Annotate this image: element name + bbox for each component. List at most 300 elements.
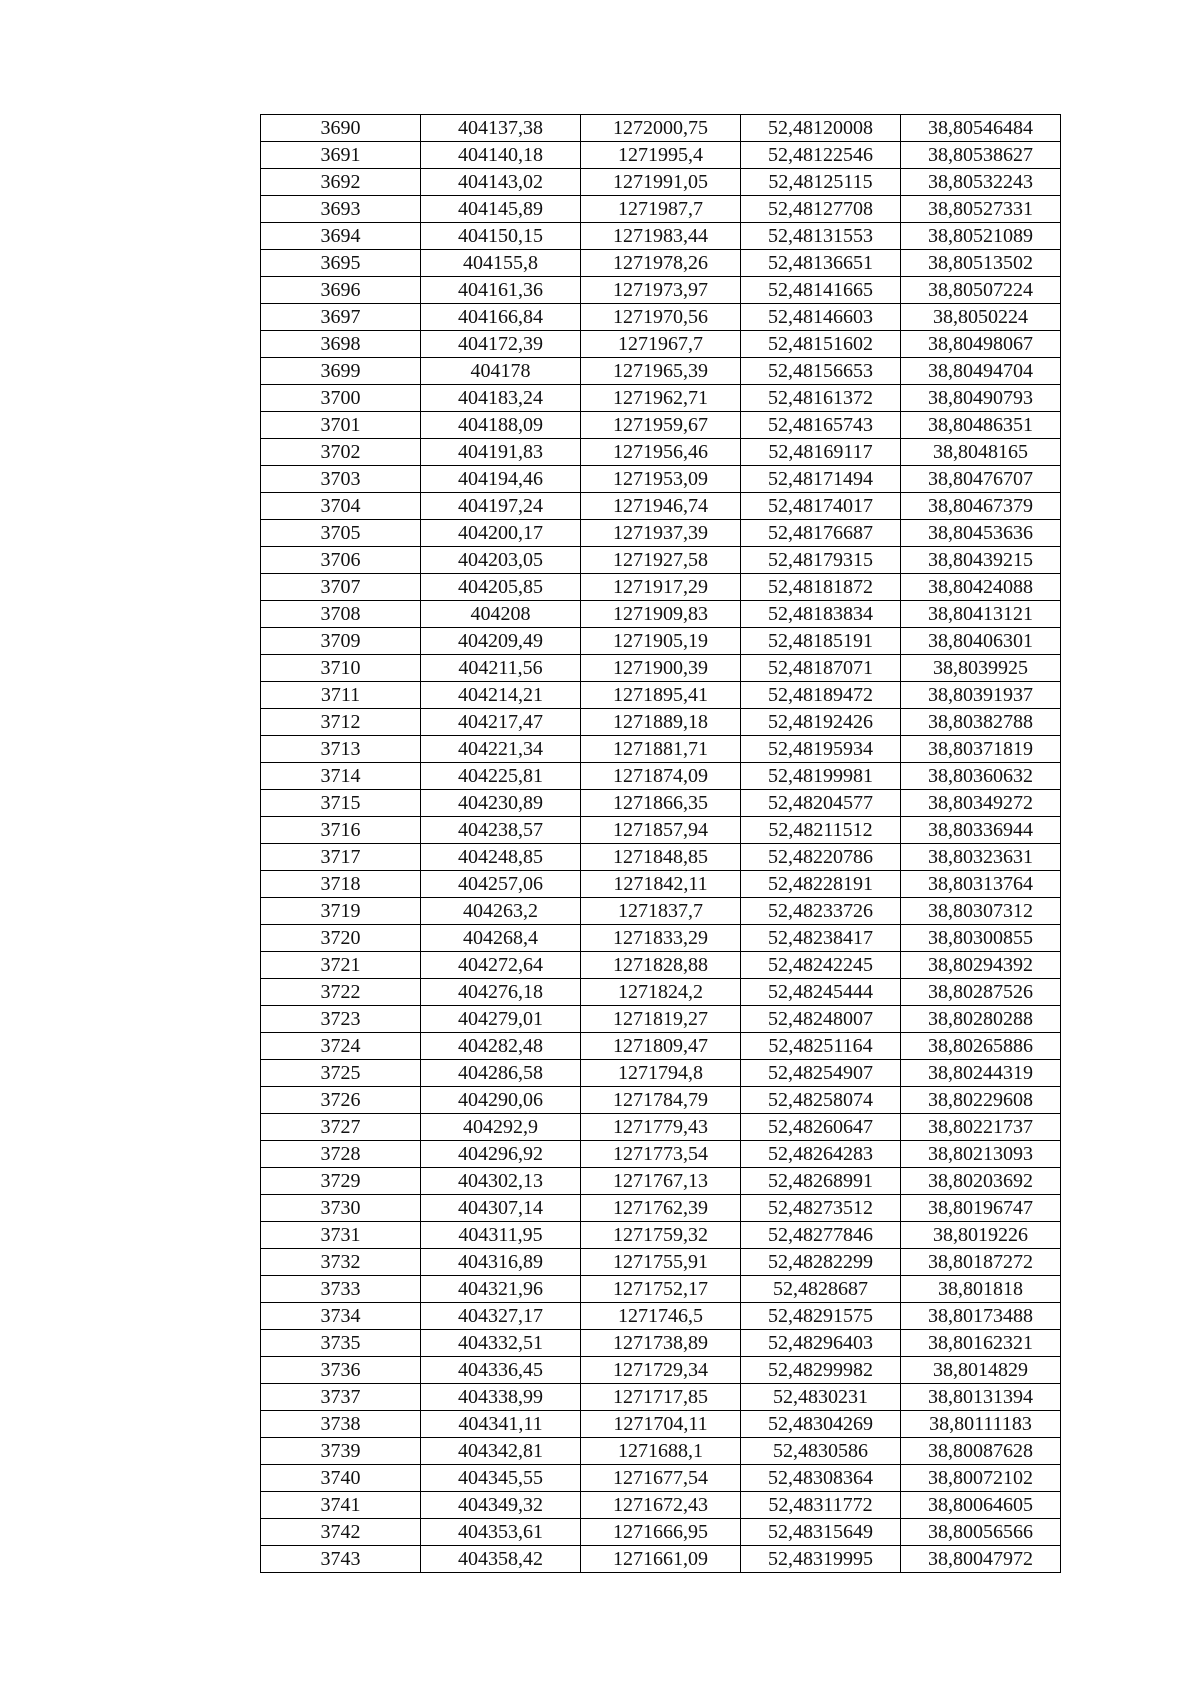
y-coordinate-cell: 1271909,83	[581, 601, 741, 628]
y-coordinate-cell: 1271717,85	[581, 1384, 741, 1411]
point-number-cell: 3698	[261, 331, 421, 358]
y-coordinate-cell: 1271828,88	[581, 952, 741, 979]
longitude-cell: 38,80313764	[901, 871, 1061, 898]
x-coordinate-cell: 404188,09	[421, 412, 581, 439]
point-number-cell: 3699	[261, 358, 421, 385]
x-coordinate-cell: 404221,34	[421, 736, 581, 763]
point-number-cell: 3700	[261, 385, 421, 412]
longitude-cell: 38,801818	[901, 1276, 1061, 1303]
point-number-cell: 3729	[261, 1168, 421, 1195]
y-coordinate-cell: 1271688,1	[581, 1438, 741, 1465]
x-coordinate-cell: 404341,11	[421, 1411, 581, 1438]
y-coordinate-cell: 1271738,89	[581, 1330, 741, 1357]
table-row	[261, 898, 1061, 925]
point-number-cell: 3720	[261, 925, 421, 952]
x-coordinate-cell: 404286,58	[421, 1060, 581, 1087]
table-row	[261, 115, 1061, 142]
y-coordinate-cell: 1271995,4	[581, 142, 741, 169]
x-coordinate-cell: 404145,89	[421, 196, 581, 223]
x-coordinate-cell: 404358,42	[421, 1546, 581, 1573]
latitude-cell: 52,4830231	[741, 1384, 901, 1411]
point-number-cell: 3739	[261, 1438, 421, 1465]
x-coordinate-cell: 404230,89	[421, 790, 581, 817]
x-coordinate-cell: 404209,49	[421, 628, 581, 655]
table-row	[261, 1033, 1061, 1060]
x-coordinate-cell: 404208	[421, 601, 581, 628]
point-number-cell: 3740	[261, 1465, 421, 1492]
y-coordinate-cell: 1271917,29	[581, 574, 741, 601]
y-coordinate-cell: 1271672,43	[581, 1492, 741, 1519]
table-row	[261, 790, 1061, 817]
y-coordinate-cell: 1271889,18	[581, 709, 741, 736]
y-coordinate-cell: 1271983,44	[581, 223, 741, 250]
table-row	[261, 682, 1061, 709]
latitude-cell: 52,48238417	[741, 925, 901, 952]
longitude-cell: 38,80494704	[901, 358, 1061, 385]
latitude-cell: 52,48183834	[741, 601, 901, 628]
longitude-cell: 38,80047972	[901, 1546, 1061, 1573]
longitude-cell: 38,80221737	[901, 1114, 1061, 1141]
longitude-cell: 38,80532243	[901, 169, 1061, 196]
table-row	[261, 1438, 1061, 1465]
latitude-cell: 52,48125115	[741, 169, 901, 196]
table-row	[261, 1492, 1061, 1519]
table-row	[261, 979, 1061, 1006]
y-coordinate-cell: 1271819,27	[581, 1006, 741, 1033]
table-row	[261, 925, 1061, 952]
y-coordinate-cell: 1271809,47	[581, 1033, 741, 1060]
latitude-cell: 52,48174017	[741, 493, 901, 520]
y-coordinate-cell: 1271677,54	[581, 1465, 741, 1492]
point-number-cell: 3726	[261, 1087, 421, 1114]
longitude-cell: 38,80507224	[901, 277, 1061, 304]
point-number-cell: 3710	[261, 655, 421, 682]
y-coordinate-cell: 1271824,2	[581, 979, 741, 1006]
table-row	[261, 250, 1061, 277]
x-coordinate-cell: 404338,99	[421, 1384, 581, 1411]
longitude-cell: 38,80439215	[901, 547, 1061, 574]
latitude-cell: 52,48131553	[741, 223, 901, 250]
y-coordinate-cell: 1271833,29	[581, 925, 741, 952]
y-coordinate-cell: 1271837,7	[581, 898, 741, 925]
longitude-cell: 38,80546484	[901, 115, 1061, 142]
y-coordinate-cell: 1271991,05	[581, 169, 741, 196]
longitude-cell: 38,80196747	[901, 1195, 1061, 1222]
longitude-cell: 38,80349272	[901, 790, 1061, 817]
point-number-cell: 3711	[261, 682, 421, 709]
coordinates-table	[260, 114, 1061, 1573]
longitude-cell: 38,80391937	[901, 682, 1061, 709]
y-coordinate-cell: 1271956,46	[581, 439, 741, 466]
longitude-cell: 38,80056566	[901, 1519, 1061, 1546]
table-row	[261, 1357, 1061, 1384]
latitude-cell: 52,48151602	[741, 331, 901, 358]
longitude-cell: 38,8019226	[901, 1222, 1061, 1249]
latitude-cell: 52,48233726	[741, 898, 901, 925]
x-coordinate-cell: 404183,24	[421, 385, 581, 412]
point-number-cell: 3730	[261, 1195, 421, 1222]
table-row	[261, 493, 1061, 520]
latitude-cell: 52,48319995	[741, 1546, 901, 1573]
x-coordinate-cell: 404172,39	[421, 331, 581, 358]
point-number-cell: 3692	[261, 169, 421, 196]
latitude-cell: 52,48161372	[741, 385, 901, 412]
y-coordinate-cell: 1271927,58	[581, 547, 741, 574]
latitude-cell: 52,48304269	[741, 1411, 901, 1438]
point-number-cell: 3727	[261, 1114, 421, 1141]
x-coordinate-cell: 404292,9	[421, 1114, 581, 1141]
point-number-cell: 3696	[261, 277, 421, 304]
table-row	[261, 952, 1061, 979]
table-row	[261, 439, 1061, 466]
x-coordinate-cell: 404272,64	[421, 952, 581, 979]
point-number-cell: 3722	[261, 979, 421, 1006]
longitude-cell: 38,80538627	[901, 142, 1061, 169]
point-number-cell: 3725	[261, 1060, 421, 1087]
latitude-cell: 52,48291575	[741, 1303, 901, 1330]
table-row	[261, 520, 1061, 547]
y-coordinate-cell: 1271905,19	[581, 628, 741, 655]
table-row	[261, 1546, 1061, 1573]
point-number-cell: 3718	[261, 871, 421, 898]
x-coordinate-cell: 404349,32	[421, 1492, 581, 1519]
point-number-cell: 3719	[261, 898, 421, 925]
point-number-cell: 3704	[261, 493, 421, 520]
latitude-cell: 52,48242245	[741, 952, 901, 979]
y-coordinate-cell: 1271866,35	[581, 790, 741, 817]
latitude-cell: 52,48181872	[741, 574, 901, 601]
longitude-cell: 38,80111183	[901, 1411, 1061, 1438]
latitude-cell: 52,48199981	[741, 763, 901, 790]
latitude-cell: 52,48120008	[741, 115, 901, 142]
y-coordinate-cell: 1271759,32	[581, 1222, 741, 1249]
y-coordinate-cell: 1271874,09	[581, 763, 741, 790]
point-number-cell: 3690	[261, 115, 421, 142]
longitude-cell: 38,80229608	[901, 1087, 1061, 1114]
latitude-cell: 52,48228191	[741, 871, 901, 898]
longitude-cell: 38,80476707	[901, 466, 1061, 493]
x-coordinate-cell: 404321,96	[421, 1276, 581, 1303]
latitude-cell: 52,48273512	[741, 1195, 901, 1222]
point-number-cell: 3703	[261, 466, 421, 493]
longitude-cell: 38,80280288	[901, 1006, 1061, 1033]
table-row	[261, 574, 1061, 601]
x-coordinate-cell: 404140,18	[421, 142, 581, 169]
latitude-cell: 52,48211512	[741, 817, 901, 844]
coordinates-table-body	[261, 115, 1061, 1573]
point-number-cell: 3737	[261, 1384, 421, 1411]
latitude-cell: 52,48254907	[741, 1060, 901, 1087]
longitude-cell: 38,80294392	[901, 952, 1061, 979]
point-number-cell: 3736	[261, 1357, 421, 1384]
x-coordinate-cell: 404217,47	[421, 709, 581, 736]
point-number-cell: 3708	[261, 601, 421, 628]
x-coordinate-cell: 404197,24	[421, 493, 581, 520]
y-coordinate-cell: 1271755,91	[581, 1249, 741, 1276]
table-row	[261, 1330, 1061, 1357]
point-number-cell: 3723	[261, 1006, 421, 1033]
x-coordinate-cell: 404238,57	[421, 817, 581, 844]
point-number-cell: 3721	[261, 952, 421, 979]
table-row	[261, 871, 1061, 898]
latitude-cell: 52,48185191	[741, 628, 901, 655]
x-coordinate-cell: 404194,46	[421, 466, 581, 493]
y-coordinate-cell: 1271937,39	[581, 520, 741, 547]
table-row	[261, 655, 1061, 682]
table-row	[261, 358, 1061, 385]
x-coordinate-cell: 404200,17	[421, 520, 581, 547]
y-coordinate-cell: 1271842,11	[581, 871, 741, 898]
longitude-cell: 38,80072102	[901, 1465, 1061, 1492]
longitude-cell: 38,80087628	[901, 1438, 1061, 1465]
longitude-cell: 38,80467379	[901, 493, 1061, 520]
point-number-cell: 3693	[261, 196, 421, 223]
latitude-cell: 52,48308364	[741, 1465, 901, 1492]
table-row	[261, 1519, 1061, 1546]
latitude-cell: 52,48165743	[741, 412, 901, 439]
longitude-cell: 38,80382788	[901, 709, 1061, 736]
longitude-cell: 38,80213093	[901, 1141, 1061, 1168]
latitude-cell: 52,48315649	[741, 1519, 901, 1546]
y-coordinate-cell: 1271895,41	[581, 682, 741, 709]
longitude-cell: 38,80360632	[901, 763, 1061, 790]
x-coordinate-cell: 404137,38	[421, 115, 581, 142]
y-coordinate-cell: 1271857,94	[581, 817, 741, 844]
longitude-cell: 38,80307312	[901, 898, 1061, 925]
latitude-cell: 52,4830586	[741, 1438, 901, 1465]
point-number-cell: 3706	[261, 547, 421, 574]
y-coordinate-cell: 1271978,26	[581, 250, 741, 277]
table-row	[261, 331, 1061, 358]
y-coordinate-cell: 1271752,17	[581, 1276, 741, 1303]
longitude-cell: 38,80323631	[901, 844, 1061, 871]
y-coordinate-cell: 1271794,8	[581, 1060, 741, 1087]
latitude-cell: 52,48277846	[741, 1222, 901, 1249]
longitude-cell: 38,80203692	[901, 1168, 1061, 1195]
latitude-cell: 52,48192426	[741, 709, 901, 736]
point-number-cell: 3695	[261, 250, 421, 277]
longitude-cell: 38,8048165	[901, 439, 1061, 466]
x-coordinate-cell: 404263,2	[421, 898, 581, 925]
y-coordinate-cell: 1271900,39	[581, 655, 741, 682]
point-number-cell: 3743	[261, 1546, 421, 1573]
table-row	[261, 1249, 1061, 1276]
latitude-cell: 52,4828687	[741, 1276, 901, 1303]
x-coordinate-cell: 404336,45	[421, 1357, 581, 1384]
table-row	[261, 601, 1061, 628]
x-coordinate-cell: 404203,05	[421, 547, 581, 574]
latitude-cell: 52,48282299	[741, 1249, 901, 1276]
table-row	[261, 1006, 1061, 1033]
point-number-cell: 3707	[261, 574, 421, 601]
longitude-cell: 38,80244319	[901, 1060, 1061, 1087]
point-number-cell: 3705	[261, 520, 421, 547]
longitude-cell: 38,80336944	[901, 817, 1061, 844]
x-coordinate-cell: 404327,17	[421, 1303, 581, 1330]
table-row	[261, 628, 1061, 655]
point-number-cell: 3741	[261, 1492, 421, 1519]
point-number-cell: 3732	[261, 1249, 421, 1276]
x-coordinate-cell: 404279,01	[421, 1006, 581, 1033]
longitude-cell: 38,80513502	[901, 250, 1061, 277]
latitude-cell: 52,48171494	[741, 466, 901, 493]
x-coordinate-cell: 404276,18	[421, 979, 581, 1006]
x-coordinate-cell: 404155,8	[421, 250, 581, 277]
x-coordinate-cell: 404268,4	[421, 925, 581, 952]
table-row	[261, 466, 1061, 493]
latitude-cell: 52,48136651	[741, 250, 901, 277]
x-coordinate-cell: 404302,13	[421, 1168, 581, 1195]
table-row	[261, 196, 1061, 223]
longitude-cell: 38,80521089	[901, 223, 1061, 250]
table-row	[261, 1168, 1061, 1195]
x-coordinate-cell: 404191,83	[421, 439, 581, 466]
point-number-cell: 3735	[261, 1330, 421, 1357]
latitude-cell: 52,48204577	[741, 790, 901, 817]
point-number-cell: 3712	[261, 709, 421, 736]
y-coordinate-cell: 1271666,95	[581, 1519, 741, 1546]
longitude-cell: 38,80265886	[901, 1033, 1061, 1060]
table-row	[261, 547, 1061, 574]
y-coordinate-cell: 1271965,39	[581, 358, 741, 385]
table-row	[261, 142, 1061, 169]
longitude-cell: 38,80413121	[901, 601, 1061, 628]
point-number-cell: 3697	[261, 304, 421, 331]
table-row	[261, 844, 1061, 871]
point-number-cell: 3734	[261, 1303, 421, 1330]
x-coordinate-cell: 404342,81	[421, 1438, 581, 1465]
x-coordinate-cell: 404150,15	[421, 223, 581, 250]
y-coordinate-cell: 1271779,43	[581, 1114, 741, 1141]
y-coordinate-cell: 1271848,85	[581, 844, 741, 871]
longitude-cell: 38,80498067	[901, 331, 1061, 358]
latitude-cell: 52,48127708	[741, 196, 901, 223]
y-coordinate-cell: 1271746,5	[581, 1303, 741, 1330]
point-number-cell: 3728	[261, 1141, 421, 1168]
point-number-cell: 3702	[261, 439, 421, 466]
y-coordinate-cell: 1271881,71	[581, 736, 741, 763]
table-row	[261, 817, 1061, 844]
x-coordinate-cell: 404161,36	[421, 277, 581, 304]
latitude-cell: 52,48268991	[741, 1168, 901, 1195]
point-number-cell: 3731	[261, 1222, 421, 1249]
table-row	[261, 1141, 1061, 1168]
longitude-cell: 38,80064605	[901, 1492, 1061, 1519]
table-row	[261, 277, 1061, 304]
x-coordinate-cell: 404353,61	[421, 1519, 581, 1546]
longitude-cell: 38,80424088	[901, 574, 1061, 601]
table-row	[261, 736, 1061, 763]
y-coordinate-cell: 1271773,54	[581, 1141, 741, 1168]
latitude-cell: 52,48176687	[741, 520, 901, 547]
x-coordinate-cell: 404205,85	[421, 574, 581, 601]
longitude-cell: 38,80406301	[901, 628, 1061, 655]
point-number-cell: 3694	[261, 223, 421, 250]
x-coordinate-cell: 404307,14	[421, 1195, 581, 1222]
table-row	[261, 1195, 1061, 1222]
latitude-cell: 52,48156653	[741, 358, 901, 385]
x-coordinate-cell: 404166,84	[421, 304, 581, 331]
longitude-cell: 38,80486351	[901, 412, 1061, 439]
table-row	[261, 1465, 1061, 1492]
y-coordinate-cell: 1271784,79	[581, 1087, 741, 1114]
y-coordinate-cell: 1271704,11	[581, 1411, 741, 1438]
latitude-cell: 52,48264283	[741, 1141, 901, 1168]
longitude-cell: 38,8039925	[901, 655, 1061, 682]
x-coordinate-cell: 404257,06	[421, 871, 581, 898]
latitude-cell: 52,48258074	[741, 1087, 901, 1114]
longitude-cell: 38,80490793	[901, 385, 1061, 412]
x-coordinate-cell: 404332,51	[421, 1330, 581, 1357]
point-number-cell: 3714	[261, 763, 421, 790]
table-row	[261, 1411, 1061, 1438]
x-coordinate-cell: 404248,85	[421, 844, 581, 871]
table-row	[261, 1303, 1061, 1330]
y-coordinate-cell: 1271967,7	[581, 331, 741, 358]
table-row	[261, 1384, 1061, 1411]
point-number-cell: 3724	[261, 1033, 421, 1060]
point-number-cell: 3738	[261, 1411, 421, 1438]
point-number-cell: 3716	[261, 817, 421, 844]
y-coordinate-cell: 1271946,74	[581, 493, 741, 520]
longitude-cell: 38,8050224	[901, 304, 1061, 331]
latitude-cell: 52,48122546	[741, 142, 901, 169]
y-coordinate-cell: 1271661,09	[581, 1546, 741, 1573]
longitude-cell: 38,80162321	[901, 1330, 1061, 1357]
latitude-cell: 52,48311772	[741, 1492, 901, 1519]
y-coordinate-cell: 1271953,09	[581, 466, 741, 493]
latitude-cell: 52,48179315	[741, 547, 901, 574]
latitude-cell: 52,48248007	[741, 1006, 901, 1033]
table-row	[261, 385, 1061, 412]
table-row	[261, 763, 1061, 790]
longitude-cell: 38,80131394	[901, 1384, 1061, 1411]
longitude-cell: 38,80453636	[901, 520, 1061, 547]
y-coordinate-cell: 1271987,7	[581, 196, 741, 223]
x-coordinate-cell: 404345,55	[421, 1465, 581, 1492]
point-number-cell: 3701	[261, 412, 421, 439]
latitude-cell: 52,48251164	[741, 1033, 901, 1060]
table-row	[261, 709, 1061, 736]
longitude-cell: 38,80371819	[901, 736, 1061, 763]
y-coordinate-cell: 1271767,13	[581, 1168, 741, 1195]
longitude-cell: 38,80173488	[901, 1303, 1061, 1330]
x-coordinate-cell: 404282,48	[421, 1033, 581, 1060]
x-coordinate-cell: 404178	[421, 358, 581, 385]
latitude-cell: 52,48141665	[741, 277, 901, 304]
x-coordinate-cell: 404296,92	[421, 1141, 581, 1168]
y-coordinate-cell: 1271729,34	[581, 1357, 741, 1384]
point-number-cell: 3717	[261, 844, 421, 871]
y-coordinate-cell: 1271762,39	[581, 1195, 741, 1222]
latitude-cell: 52,48187071	[741, 655, 901, 682]
point-number-cell: 3713	[261, 736, 421, 763]
x-coordinate-cell: 404143,02	[421, 169, 581, 196]
x-coordinate-cell: 404311,95	[421, 1222, 581, 1249]
x-coordinate-cell: 404211,56	[421, 655, 581, 682]
longitude-cell: 38,8014829	[901, 1357, 1061, 1384]
latitude-cell: 52,48146603	[741, 304, 901, 331]
point-number-cell: 3709	[261, 628, 421, 655]
point-number-cell: 3733	[261, 1276, 421, 1303]
longitude-cell: 38,80187272	[901, 1249, 1061, 1276]
latitude-cell: 52,48169117	[741, 439, 901, 466]
longitude-cell: 38,80300855	[901, 925, 1061, 952]
table-row	[261, 1060, 1061, 1087]
table-row	[261, 169, 1061, 196]
point-number-cell: 3715	[261, 790, 421, 817]
latitude-cell: 52,48299982	[741, 1357, 901, 1384]
